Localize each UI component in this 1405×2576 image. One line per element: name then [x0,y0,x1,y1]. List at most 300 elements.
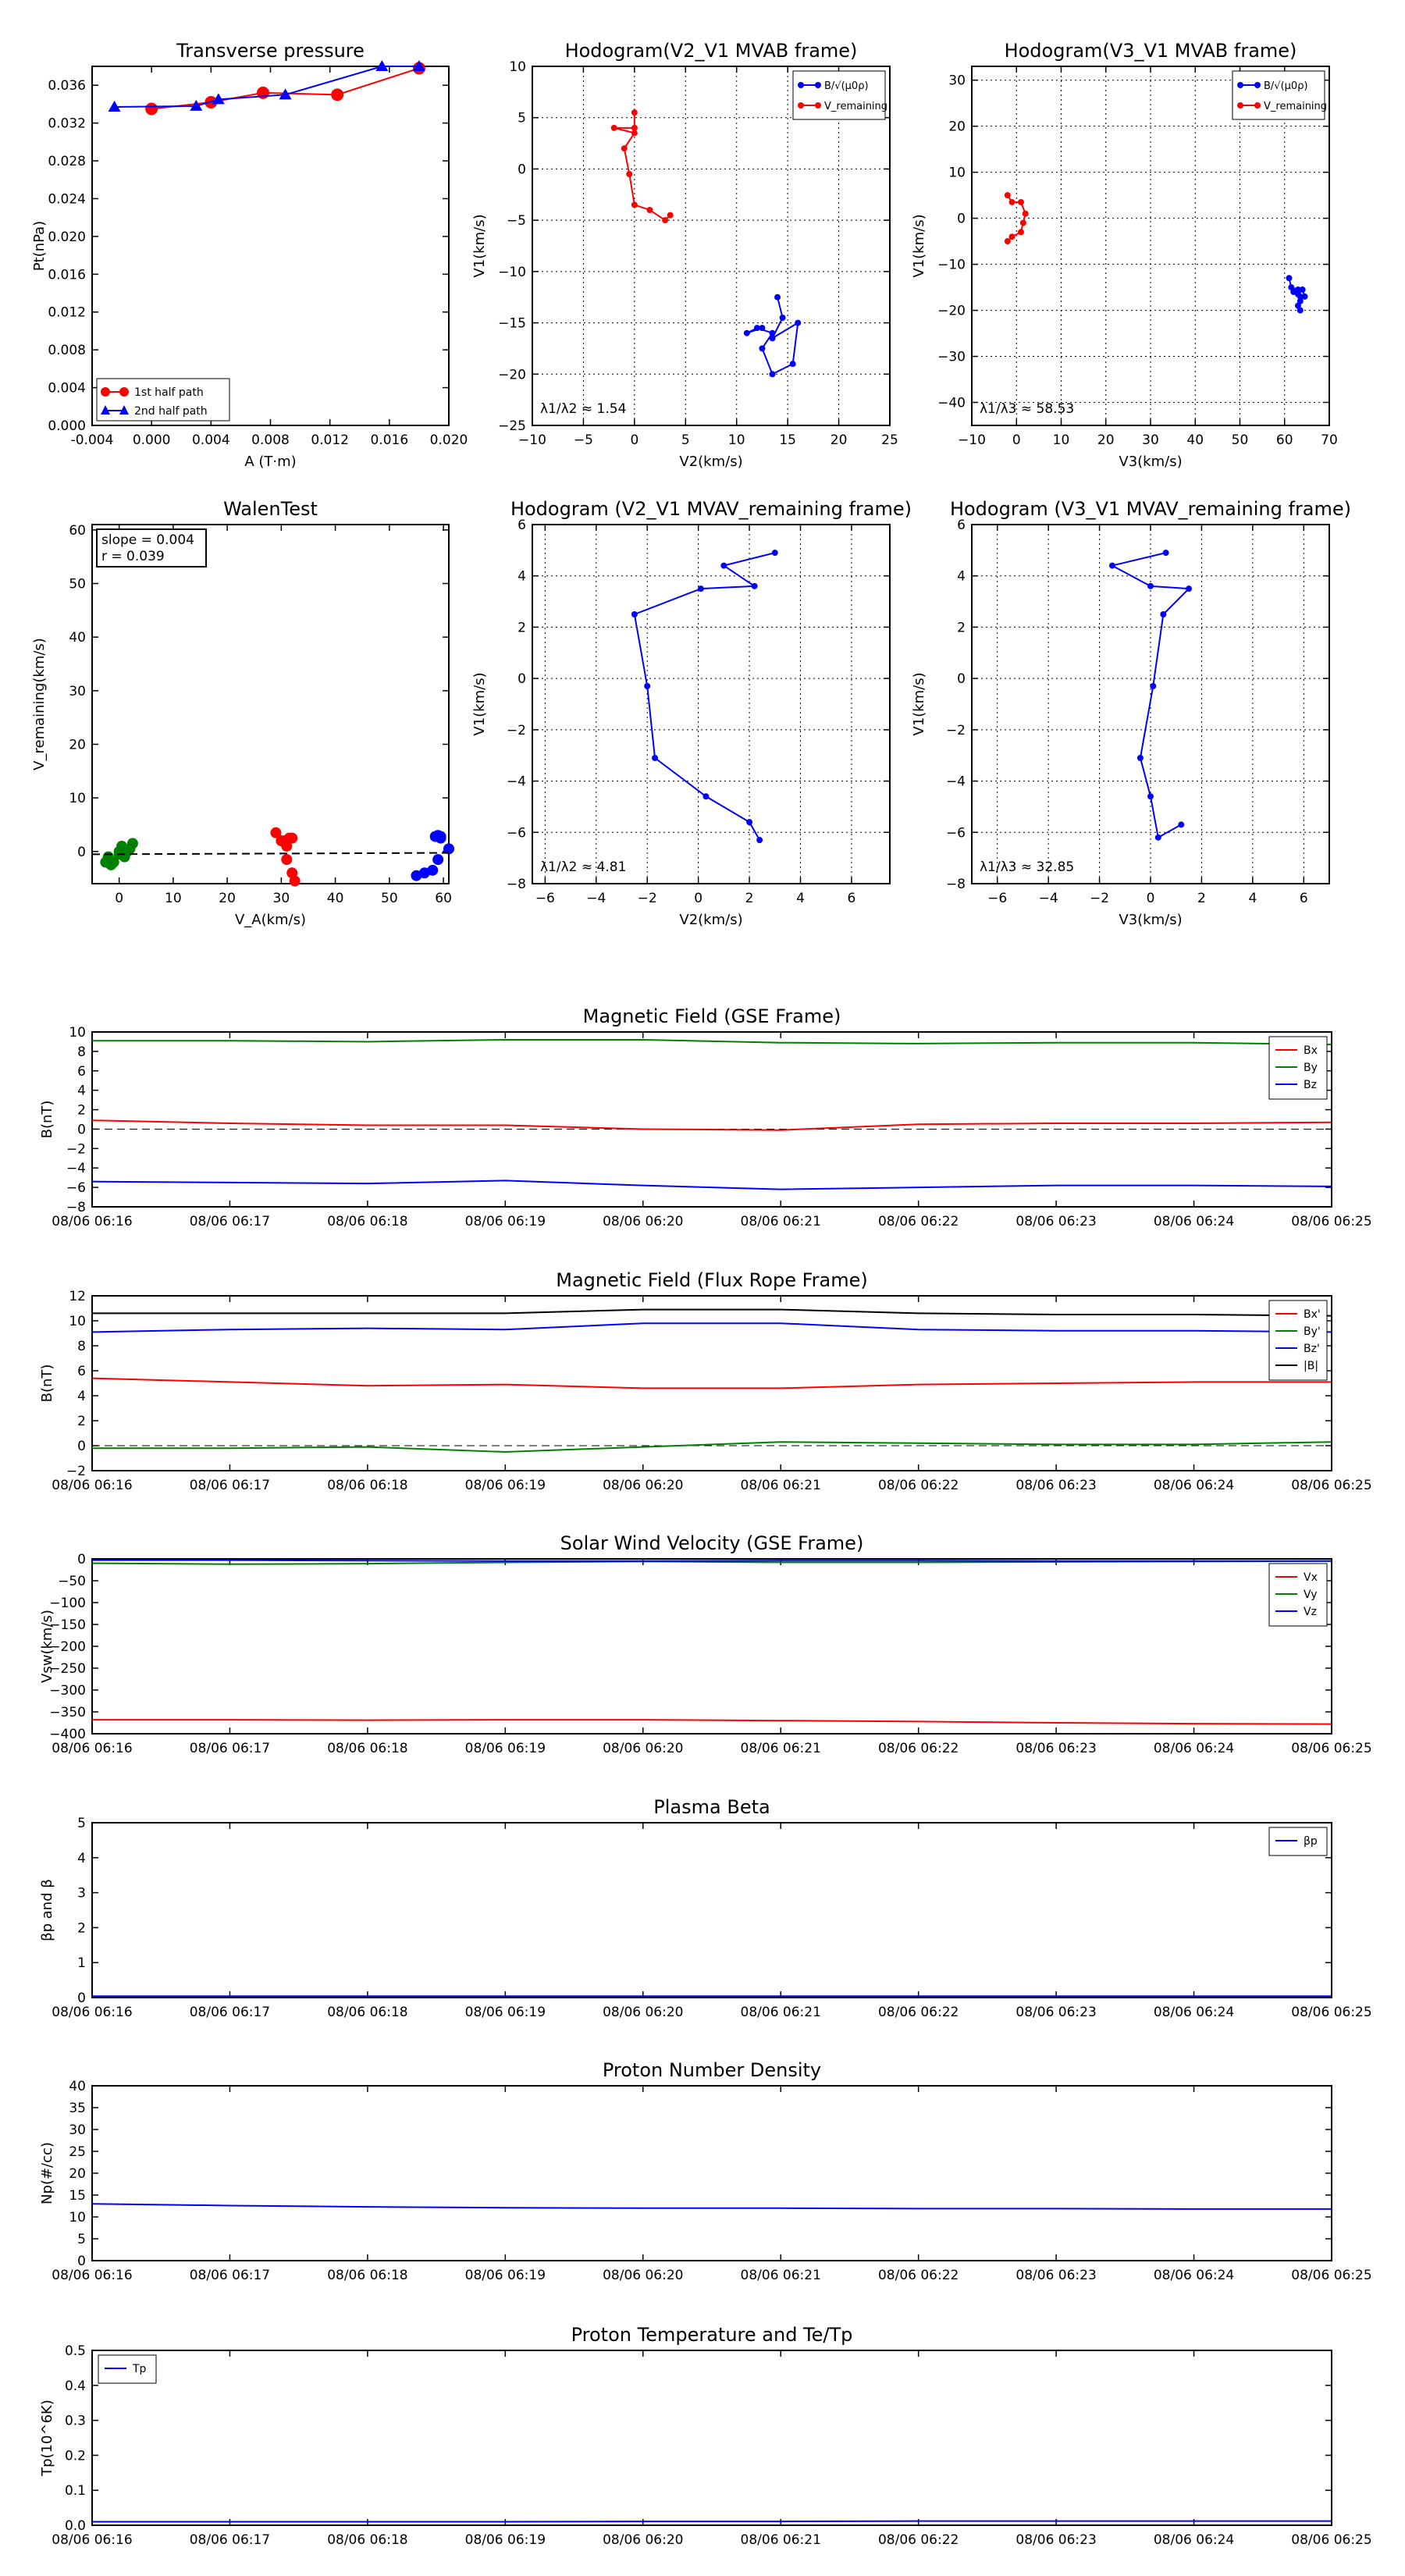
chart-title: Hodogram (V3_V1 MVAV_remaining frame) [949,498,1352,520]
x-tick-label: 08/06 06:24 [1153,1741,1235,1756]
y-tick-label: 10 [948,165,966,181]
x-tick-label: −10 [958,432,986,448]
x-tick-label: 25 [881,432,898,448]
y-tick-label: 0.0 [64,2518,86,2534]
y-tick-label: 0.016 [48,267,86,283]
y-axis-label: βp and β [39,1879,55,1941]
plot-frame [92,66,449,425]
y-axis-label: Tp(10^6K) [39,2400,55,2476]
y-tick-label: 3 [77,1885,86,1902]
data-point [1295,291,1301,297]
data-point [752,583,758,589]
y-tick-label: 0 [77,844,86,860]
x-tick-label: 08/06 06:21 [740,1214,821,1229]
plot-frame [92,1559,1332,1734]
y-tick-label: 10 [69,1314,86,1329]
x-tick-label: 10 [1052,432,1070,448]
series-line [92,1040,1332,1044]
legend-label: |B| [1304,1360,1319,1372]
x-tick-label: 08/06 06:16 [52,2005,133,2020]
x-tick-label: 0.008 [251,432,290,448]
y-tick-label: −400 [49,1727,86,1742]
y-tick-label: 0.008 [48,343,86,359]
x-tick-label: 08/06 06:23 [1016,1741,1097,1756]
fit-line [92,853,449,855]
x-tick-label: 08/06 06:17 [189,2268,271,2283]
x-tick-label: 08/06 06:21 [740,2005,821,2020]
x-tick-label: 60 [435,891,452,906]
y-tick-label: −30 [937,349,966,365]
data-point [427,865,438,876]
y-tick-label: 0 [957,211,966,227]
legend-label: Bx [1304,1044,1318,1057]
legend-label: V_remaining [1264,101,1328,112]
chart-tp2 [39,2324,1372,2548]
data-point [1160,611,1166,617]
legend-marker [119,387,129,397]
legend-marker [798,102,804,109]
data-point [1109,563,1115,569]
data-point [759,345,765,351]
x-tick-label: −10 [518,432,546,448]
data-point [1300,286,1306,293]
chart-title: Hodogram(V3_V1 MVAB frame) [1004,40,1297,62]
x-tick-label: 0 [694,891,703,906]
y-tick-label: 2 [77,1102,86,1119]
x-tick-label: 08/06 06:20 [603,1741,684,1756]
x-tick-label: −6 [535,891,555,906]
legend-marker [1237,102,1243,109]
x-tick-label: 30 [272,891,290,906]
x-tick-label: 70 [1321,432,1338,448]
y-tick-label: 6 [77,1364,86,1379]
x-axis-label: A (T·m) [244,454,297,470]
chart-h4 [911,498,1351,928]
x-tick-label: 08/06 06:23 [1016,2005,1097,2020]
x-tick-label: -0.004 [70,432,114,448]
y-tick-label: −10 [498,264,526,280]
series-line [92,1310,1332,1316]
plot-frame [532,525,890,884]
x-tick-label: 08/06 06:19 [464,1214,546,1229]
data-point [746,819,752,825]
data-point [780,315,786,321]
x-tick-label: 08/06 06:22 [877,1741,959,1756]
legend-marker [815,102,821,109]
legend-label: Vx [1304,1571,1318,1584]
y-tick-label: 0.5 [64,2343,86,2359]
y-tick-label: −6 [506,825,526,841]
data-point [1005,192,1011,198]
series-line [92,1720,1332,1724]
x-tick-label: 5 [681,432,690,448]
x-tick-label: 0 [1012,432,1021,448]
y-tick-label: 6 [77,1063,86,1080]
data-point [698,585,704,592]
eigenvalue-ratio: λ1/λ2 ≈ 4.81 [540,859,627,875]
chart-h2 [911,40,1338,470]
x-tick-label: 08/06 06:20 [603,1478,684,1493]
x-axis-label: V2(km/s) [679,912,743,928]
x-tick-label: −2 [637,891,657,906]
data-point [770,330,776,336]
y-tick-label: −150 [49,1617,86,1633]
y-axis-label: V1(km/s) [911,672,927,736]
data-point [1286,275,1292,281]
legend-label: Bx' [1304,1308,1321,1321]
x-tick-label: 08/06 06:23 [1016,1214,1097,1229]
data-point [1009,233,1016,240]
y-tick-label: 0.4 [64,2378,86,2394]
x-tick-label: 08/06 06:23 [1016,2532,1097,2548]
y-tick-label: −250 [49,1661,86,1677]
x-tick-label: 08/06 06:22 [877,2005,959,2020]
y-tick-label: −5 [506,213,526,229]
legend-label: Bz [1304,1079,1317,1091]
y-tick-label: −200 [49,1639,86,1655]
x-tick-label: 08/06 06:18 [327,2532,408,2548]
x-tick-label: −5 [573,432,593,448]
x-tick-label: 08/06 06:24 [1153,1478,1235,1493]
x-tick-label: 08/06 06:17 [189,2005,271,2020]
x-tick-label: 08/06 06:18 [327,2268,408,2283]
x-axis-label: V3(km/s) [1119,912,1183,928]
legend-marker [1254,102,1261,109]
legend-marker [1237,82,1243,88]
data-point [1163,550,1169,556]
y-tick-label: 0.020 [48,229,86,245]
x-tick-label: 08/06 06:17 [189,2532,271,2548]
data-point [611,125,617,131]
y-tick-label: 4 [77,1389,86,1404]
x-tick-label: 08/06 06:25 [1291,2268,1372,2283]
data-point [1023,211,1029,217]
legend-marker [815,82,821,88]
data-point [1137,755,1144,761]
x-tick-label: 08/06 06:19 [464,2532,546,2548]
y-tick-label: −15 [498,315,526,332]
data-point [286,833,297,844]
y-tick-label: 0 [77,1552,86,1567]
chart-title: Proton Temperature and Te/Tp [571,2324,853,2346]
series-line [92,2521,1332,2522]
x-tick-label: 15 [779,432,796,448]
y-tick-label: −2 [506,722,526,738]
x-tick-label: 2 [745,891,754,906]
eigenvalue-ratio: λ1/λ3 ≈ 58.53 [980,401,1075,417]
data-point [1186,585,1192,592]
chart-np [39,2059,1372,2283]
y-tick-label: 0.028 [48,154,86,170]
y-tick-label: 35 [69,2101,86,2116]
y-tick-label: 0.3 [64,2413,86,2429]
x-tick-label: 08/06 06:25 [1291,1478,1372,1493]
data-point [667,212,674,219]
chart-title: Magnetic Field (GSE Frame) [582,1005,841,1027]
x-tick-label: 60 [1275,432,1293,448]
x-tick-label: 10 [727,432,745,448]
data-point [1018,229,1024,235]
y-tick-label: 20 [948,119,966,135]
legend-label: B/√(μ0ρ) [824,80,869,92]
x-axis-label: V2(km/s) [679,454,743,470]
data-point [281,854,292,865]
legend-marker [1254,82,1261,88]
x-tick-label: 08/06 06:21 [740,2532,821,2548]
x-tick-label: −2 [1090,891,1110,906]
x-axis-label: V_A(km/s) [234,912,307,928]
data-point [790,361,796,367]
data-point [759,325,765,331]
x-tick-label: 0.020 [429,432,468,448]
data-point [1147,793,1154,799]
series-line [115,66,419,107]
y-tick-label: 0 [77,1122,86,1138]
data-point [105,859,116,870]
y-tick-label: 12 [69,1289,86,1304]
data-point [1018,199,1024,205]
y-tick-label: 50 [69,576,86,592]
y-tick-label: 0 [77,1991,86,2006]
x-tick-label: 08/06 06:17 [189,1214,271,1229]
legend-label: Vz [1304,1606,1317,1618]
x-tick-label: 2 [1197,891,1206,906]
y-axis-label: Np(#/cc) [39,2142,55,2204]
series-line [92,2204,1332,2209]
x-tick-label: 08/06 06:20 [603,2005,684,2020]
y-tick-label: −2 [66,1141,86,1158]
legend-label: By [1304,1062,1318,1074]
series-line [92,1120,1332,1130]
legend-label: 2nd half path [134,405,208,418]
y-tick-label: −10 [937,257,966,273]
y-tick-label: 60 [69,522,86,539]
y-tick-label: 0.036 [48,78,86,94]
data-point [1178,821,1184,827]
x-tick-label: 4 [796,891,805,906]
y-tick-label: 40 [69,630,86,646]
y-tick-label: 4 [518,568,526,585]
y-tick-label: −8 [945,877,966,892]
x-tick-label: −4 [586,891,606,906]
y-axis-label: Pt(nPa) [31,220,48,272]
x-tick-label: 08/06 06:25 [1291,2005,1372,2020]
series-line [92,1442,1332,1452]
data-point [744,330,750,336]
y-tick-label: 0.2 [64,2448,86,2464]
legend-label: By' [1304,1325,1321,1338]
x-tick-label: 08/06 06:19 [464,2268,546,2283]
chart-tp [31,40,468,470]
data-point [436,833,446,844]
x-tick-label: 08/06 06:17 [189,1478,271,1493]
data-point [1020,220,1026,226]
legend-label: βp [1304,1835,1318,1848]
chart-title: Proton Number Density [602,2059,822,2081]
y-tick-label: 4 [957,568,966,585]
y-tick-label: 0.032 [48,116,86,132]
x-tick-label: 30 [1142,432,1159,448]
series-line [92,1180,1332,1189]
x-tick-label: 08/06 06:18 [327,1478,408,1493]
y-axis-label: V1(km/s) [471,214,488,278]
data-point [644,683,650,689]
x-tick-label: 08/06 06:25 [1291,2532,1372,2548]
data-point [756,837,763,843]
x-tick-label: 08/06 06:21 [740,1478,821,1493]
x-tick-label: 40 [1186,432,1204,448]
data-point [1147,583,1154,589]
y-tick-label: 25 [69,2144,86,2160]
x-tick-label: 08/06 06:23 [1016,2268,1097,2283]
data-point [145,102,158,115]
legend-marker [798,82,804,88]
x-tick-label: 08/06 06:16 [52,2532,133,2548]
x-tick-label: 08/06 06:22 [877,1478,959,1493]
y-axis-label: V_remaining(km/s) [31,638,48,770]
x-tick-label: 08/06 06:22 [877,1214,959,1229]
x-tick-label: 08/06 06:16 [52,1214,133,1229]
y-tick-label: 40 [69,2079,86,2094]
y-tick-label: 10 [69,2210,86,2226]
x-tick-label: 08/06 06:21 [740,2268,821,2283]
y-tick-label: −6 [66,1180,86,1197]
x-tick-label: 6 [847,891,856,906]
y-tick-label: 4 [77,1083,86,1099]
chart-title: WalenTest [223,498,318,520]
x-axis-label: V3(km/s) [1119,454,1183,470]
y-tick-label: 30 [69,2122,86,2138]
data-point [772,550,778,556]
data-point [662,217,668,223]
y-tick-label: 0.004 [48,380,86,397]
data-point [631,611,638,617]
x-tick-label: 0.000 [132,432,171,448]
y-tick-label: 4 [77,1850,86,1866]
y-tick-label: 6 [518,518,526,533]
y-tick-label: 10 [69,791,86,807]
x-tick-label: −6 [987,891,1008,906]
data-point [652,755,658,761]
chart-title: Hodogram (V2_V1 MVAV_remaining frame) [510,498,912,520]
data-point [770,371,776,377]
series-line [614,112,670,220]
x-tick-label: 08/06 06:21 [740,1741,821,1756]
x-tick-label: 0.012 [311,432,350,448]
x-tick-label: 08/06 06:23 [1016,1478,1097,1493]
y-tick-label: 8 [77,1044,86,1060]
data-point [1297,308,1304,314]
chart-title: Magnetic Field (Flux Rope Frame) [556,1269,868,1291]
x-tick-label: 0 [1146,891,1155,906]
chart-h1 [471,40,898,470]
data-point [1302,294,1308,300]
plot-frame [92,1032,1332,1207]
y-tick-label: −4 [66,1161,86,1177]
x-tick-label: 08/06 06:25 [1291,1214,1372,1229]
y-tick-label: 2 [518,620,526,636]
x-tick-label: 08/06 06:24 [1153,2268,1235,2283]
stats-text: slope = 0.004 [101,532,194,548]
stats-text: r = 0.039 [101,549,165,564]
y-tick-label: 0.012 [48,304,86,321]
plot-frame [532,66,890,425]
y-tick-label: −20 [937,303,966,319]
x-tick-label: 08/06 06:16 [52,1478,133,1493]
x-tick-label: 0.016 [370,432,409,448]
data-point [626,171,632,177]
chart-mag_gse [39,1005,1372,1229]
x-tick-label: 08/06 06:20 [603,1214,684,1229]
legend-label: Bz' [1304,1343,1320,1355]
y-tick-label: 20 [69,2166,86,2182]
data-point [795,320,801,326]
y-tick-label: −4 [945,774,966,790]
y-tick-label: −8 [506,877,526,892]
x-tick-label: 08/06 06:24 [1153,1214,1235,1229]
data-point [1150,683,1156,689]
chart-beta [39,1796,1372,2020]
y-tick-label: −50 [58,1574,86,1589]
x-tick-label: 08/06 06:20 [603,2268,684,2283]
y-tick-label: 30 [69,683,86,699]
data-point [290,876,301,887]
y-tick-label: 2 [77,1920,86,1937]
y-tick-label: 5 [77,1816,86,1831]
y-tick-label: 6 [957,518,966,533]
x-tick-label: 08/06 06:17 [189,1741,271,1756]
y-axis-label: B(nT) [39,1100,55,1139]
x-tick-label: 20 [219,891,236,906]
y-tick-label: 15 [69,2188,86,2204]
x-tick-label: 50 [381,891,398,906]
x-tick-label: 0 [115,891,124,906]
data-point [432,854,443,865]
y-tick-label: −4 [506,774,526,790]
y-tick-label: −20 [498,367,526,383]
y-tick-label: 0 [518,671,526,688]
x-tick-label: −4 [1038,891,1058,906]
data-point [702,793,709,799]
legend-label: Tp [133,2363,147,2375]
y-tick-label: 0 [77,2254,86,2269]
eigenvalue-ratio: λ1/λ3 ≈ 32.85 [980,859,1075,875]
chart-walen [31,498,454,928]
x-tick-label: 4 [1248,891,1257,906]
x-tick-label: 08/06 06:16 [52,1741,133,1756]
y-tick-label: −8 [66,1200,86,1215]
x-tick-label: 08/06 06:24 [1153,2005,1235,2020]
x-tick-label: 0 [630,432,639,448]
plot-frame [92,2086,1332,2261]
x-tick-label: 08/06 06:18 [327,1741,408,1756]
data-point [1155,834,1161,841]
data-point [646,207,653,213]
y-tick-label: −40 [937,395,966,411]
chart-h3 [471,498,912,928]
chart-mag_fr [39,1269,1372,1493]
legend-label: 1st half path [134,386,204,399]
legend-label: Vy [1304,1589,1318,1601]
y-tick-label: −350 [49,1705,86,1720]
y-tick-label: −6 [945,825,966,841]
series-line [92,1560,1332,1561]
legend-marker [101,387,110,397]
legend-label: B/√(μ0ρ) [1264,80,1308,92]
y-axis-label: V1(km/s) [911,214,927,278]
y-tick-label: 5 [518,110,526,126]
y-tick-label: 0.1 [64,2483,86,2500]
